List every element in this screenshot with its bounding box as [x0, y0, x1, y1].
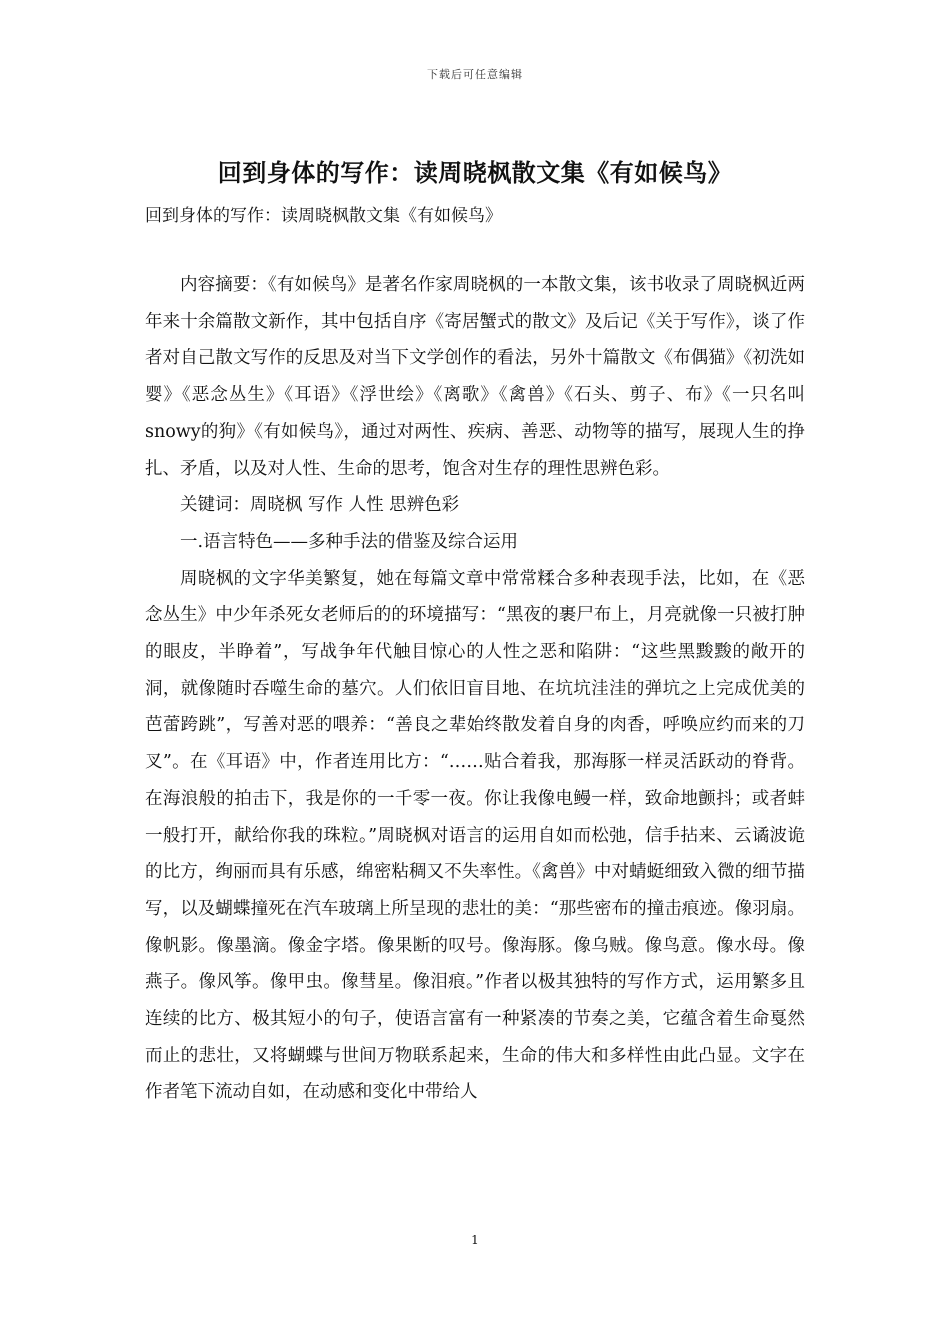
body-paragraph: 周晓枫的文字华美繁复，她在每篇文章中常常糅合多种表现手法，比如，在《恶念丛生》中少年杀死女老师后的的环境描写：“黑夜的裹尸布上，月亮就像一只被打肿的眼皮，半睁着”，写战争年代触目惊心的人性之恶和陷阱：“这些黑黢黢的敞开的洞，就像随时吞噬生命的墓穴。人们依旧盲目地、在坑坑洼洼的弹坑之上完成优美的芭蕾跨跳”，写善对恶的喂养：“善良之辈始终散发着自身的肉香，呼唤应约而来的刀叉”。在《耳语》中，作者连用比方：“……贴合着我，那海豚一样灵活跃动的脊背。在海浪般的拍击下，我是你的一千零一夜。你让我像电鳗一样，致命地颤抖；或者蚌一般打开，献给你我的珠粒。”周晓枫对语言的运用自如而松弛，信手拈来、云谲波诡的比方，绚丽而具有乐感，绵密粘稠又不失率性。《禽兽》中对蜻蜓细致入微的细节描写，以及蝴蝶撞死在汽车玻璃上所呈现的悲壮的美：“那些密布的撞击痕迹。像羽扇。像帆影。像墨滴。像金字塔。像果断的叹号。像海豚。像乌贼。像鸟意。像水母。像燕子。像风筝。像甲虫。像彗星。像泪痕。”作者以极其独特的写作方式，运用繁多且连续的比方、极其短小的句子，使语言富有一种紧凑的节奏之美，它蕴含着生命戛然而止的悲壮，又将蝴蝶与世间万物联系起来，生命的伟大和多样性由此凸显。文字在作者笔下流动自如，在动感和变化中带给人	[145, 568, 805, 1103]
page-header-note: 下载后可任意编辑	[427, 68, 523, 81]
document-body	[145, 267, 805, 1111]
document-title: 回到身体的写作：读周晓枫散文集《有如候鸟》	[217, 158, 733, 187]
abstract-paragraph: 内容摘要：《有如候鸟》是著名作家周晓枫的一本散文集，该书收录了周晓枫近两年来十余篇散文新作，其中包括自序《寄居蟹式的散文》及后记《关于写作》，谈了作者对自己散文写作的反思及对当下文学创作的看法，另外十篇散文《布偶猫》《初洗如婴》《恶念丛生》《耳语》《浮世绘》《离歌》《禽兽》《石头、剪子、布》《一只名叫snowy的狗》《有如候鸟》，通过对两性、疾病、善恶、动物等的描写，展现人生的挣扎、矛盾，以及对人性、生命的思考，饱含对生存的理性思辨色彩。	[145, 275, 805, 479]
page-number: 1	[471, 1233, 479, 1247]
document-subtitle: 回到身体的写作：读周晓枫散文集《有如候鸟》	[145, 206, 502, 226]
section-heading: 一.语言特色——多种手法的借鉴及综合运用	[180, 531, 519, 552]
keywords-paragraph: 关键词：周晓枫 写作 人性 思辨色彩	[180, 495, 460, 516]
